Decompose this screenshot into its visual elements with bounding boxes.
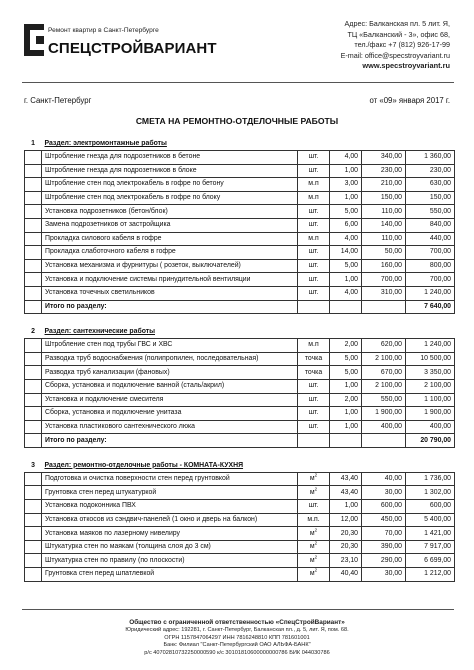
document-date: от «09» января 2017 г.	[369, 96, 450, 105]
row-blank-cell	[362, 300, 406, 314]
sum-cell: 400,00	[406, 420, 455, 434]
section-total-value: 7 640,00	[406, 300, 455, 314]
price-cell: 550,00	[362, 393, 406, 407]
price-cell: 400,00	[362, 420, 406, 434]
unit-cell: $м^2$	[298, 540, 330, 554]
quantity-cell: 6,00	[330, 218, 362, 232]
estimate-row	[25, 379, 455, 393]
row-blank-cell	[330, 300, 362, 314]
estimate-row	[25, 352, 455, 366]
footer-bank: Банк: Филиал "Санкт-Петербургский ОАО АЛЬФА-БАНК"	[163, 642, 311, 649]
quantity-cell: 1,00	[330, 407, 362, 421]
price-cell: 1 900,00	[362, 407, 406, 421]
work-name-cell: Штукатурка стен по правилу (по плоскости)	[42, 554, 298, 568]
estimate-row	[25, 218, 455, 232]
estimate-row	[25, 339, 455, 353]
quantity-cell: 1,00	[330, 164, 362, 178]
unit-cell: шт.	[298, 151, 330, 165]
footer-accounts: р/с 40702810732250000590 к/с 30101810600000000786 БИК 044030786	[144, 650, 330, 657]
section-header	[25, 326, 455, 339]
price-cell: 30,00	[362, 568, 406, 582]
quantity-cell: 1,00	[330, 420, 362, 434]
unit-cell: шт.	[298, 379, 330, 393]
unit-cell: $м^2$	[298, 554, 330, 568]
estimate-row	[25, 205, 455, 219]
sum-cell: 1 421,00	[406, 527, 455, 541]
row-blank-cell	[25, 205, 42, 219]
work-name-cell: Установка откосов из сэндвич-панелей (1 окно и дверь на балкон)	[42, 513, 298, 527]
section-total-label: Итого по разделу:	[42, 300, 298, 314]
section-header	[25, 138, 455, 151]
document-title: СМЕТА НА РЕМОНТНО-ОТДЕЛОЧНЫЕ РАБОТЫ	[135, 116, 339, 126]
contact-phone: тел./факс +7 (812) 926-17-99	[354, 40, 450, 50]
price-cell: 210,00	[362, 178, 406, 192]
work-name-cell: Грунтовка стен перед шпатлевкой	[42, 568, 298, 582]
row-blank-cell	[25, 300, 42, 314]
footer-divider	[22, 609, 454, 610]
estimate-row	[25, 527, 455, 541]
row-blank-cell	[25, 434, 42, 448]
row-blank-cell	[25, 273, 42, 287]
unit-cell: м.п	[298, 339, 330, 353]
sum-cell: 7 917,00	[406, 540, 455, 554]
estimate-row	[25, 393, 455, 407]
sum-cell: 3 350,00	[406, 366, 455, 380]
estimate-row	[25, 191, 455, 205]
price-cell: 700,00	[362, 273, 406, 287]
estimate-row	[25, 540, 455, 554]
quantity-cell: 20,30	[330, 540, 362, 554]
sum-cell: 440,00	[406, 232, 455, 246]
price-cell: 140,00	[362, 218, 406, 232]
sum-cell: 700,00	[406, 273, 455, 287]
estimate-row	[25, 259, 455, 273]
price-cell: 30,00	[362, 486, 406, 500]
sum-cell: 600,00	[406, 500, 455, 514]
work-name-cell: Штробление гнезда для подрозетников в блоке	[42, 164, 298, 178]
estimate-row	[25, 420, 455, 434]
price-cell: 110,00	[362, 205, 406, 219]
sum-cell: 840,00	[406, 218, 455, 232]
sum-cell: 150,00	[406, 191, 455, 205]
price-cell: 70,00	[362, 527, 406, 541]
work-name-cell: Установка маяков по лазерному нивелиру	[42, 527, 298, 541]
work-name-cell: Штробление стен под электрокабель в гофре по блоку	[42, 191, 298, 205]
estimate-row	[25, 286, 455, 300]
quantity-cell: 12,00	[330, 513, 362, 527]
quantity-cell: 4,00	[330, 232, 362, 246]
unit-cell: шт.	[298, 393, 330, 407]
quantity-cell: 1,00	[330, 191, 362, 205]
section-total-row	[25, 434, 455, 448]
work-name-cell: Прокладка силового кабеля в гофре	[42, 232, 298, 246]
price-cell: 150,00	[362, 191, 406, 205]
contact-mall: ТЦ «Балканский - 3», офис 68,	[347, 29, 450, 39]
quantity-cell: 3,00	[330, 178, 362, 192]
website-link[interactable]: www.specstroyvariant.ru	[362, 61, 450, 71]
row-blank-cell	[25, 366, 42, 380]
work-name-cell: Штробление гнезда для подрозетников в бетоне	[42, 151, 298, 165]
unit-cell: шт.	[298, 407, 330, 421]
row-blank-cell	[25, 500, 42, 514]
contact-address: Адрес: Балканская пл. 5 лит. Я,	[344, 19, 450, 28]
estimate-row	[25, 407, 455, 421]
document-city: г. Санкт-Петербург	[24, 96, 92, 105]
work-name-cell: Установка подрозетников (бетон/блок)	[42, 205, 298, 219]
unit-cell: шт.	[298, 246, 330, 260]
work-name-cell: Установка механизма и фурнитуры ( розеток, выключателей)	[42, 259, 298, 273]
unit-cell: шт.	[298, 500, 330, 514]
unit-cell: м.п	[298, 178, 330, 192]
row-blank-cell	[25, 191, 42, 205]
row-blank-cell	[330, 434, 362, 448]
unit-cell: м.п.	[298, 513, 330, 527]
section-gap	[25, 314, 455, 327]
row-blank-cell	[25, 218, 42, 232]
row-blank-cell	[25, 178, 42, 192]
price-cell: 2 100,00	[362, 352, 406, 366]
estimate-row	[25, 273, 455, 287]
footer-legal-address: Юридический адрес: 192281, г. Санкт-Петербург, Балканская пл., д. 5, лит. Я, пом. 68.	[125, 626, 349, 633]
row-blank-cell	[25, 472, 42, 486]
price-cell: 40,00	[362, 472, 406, 486]
sum-cell: 6 699,00	[406, 554, 455, 568]
estimate-row	[25, 486, 455, 500]
work-name-cell: Сборка, установка и подключение унитаза	[42, 407, 298, 421]
sum-cell: 800,00	[406, 259, 455, 273]
quantity-cell: 5,00	[330, 352, 362, 366]
work-name-cell: Установка и подключение смесителя	[42, 393, 298, 407]
quantity-cell: 23,10	[330, 554, 362, 568]
sum-cell: 1 302,00	[406, 486, 455, 500]
unit-cell: $м^2$	[298, 472, 330, 486]
header-divider	[22, 82, 454, 83]
section-gap	[25, 447, 455, 460]
row-blank-cell	[25, 568, 42, 582]
work-name-cell: Сборка, установка и подключение ванной (сталь/акрил)	[42, 379, 298, 393]
unit-cell: м.п	[298, 232, 330, 246]
unit-cell: шт.	[298, 259, 330, 273]
section-title: Раздел: электромонтажные работы	[44, 140, 167, 147]
quantity-cell: 14,00	[330, 246, 362, 260]
quantity-cell: 1,00	[330, 379, 362, 393]
unit-cell: шт.	[298, 164, 330, 178]
quantity-cell: 5,00	[330, 259, 362, 273]
price-cell: 160,00	[362, 259, 406, 273]
work-name-cell: Установка и подключение системы принудительной вентиляции	[42, 273, 298, 287]
row-blank-cell	[25, 554, 42, 568]
section-number: 3	[31, 461, 35, 469]
sum-cell: 10 500,00	[406, 352, 455, 366]
row-blank-cell	[25, 393, 42, 407]
section-total-label: Итого по разделу:	[42, 434, 298, 448]
row-blank-cell	[25, 151, 42, 165]
quantity-cell: 43,40	[330, 486, 362, 500]
unit-cell: точка	[298, 352, 330, 366]
unit-cell: шт.	[298, 205, 330, 219]
sum-cell: 5 400,00	[406, 513, 455, 527]
sum-cell: 1 736,00	[406, 472, 455, 486]
unit-cell: шт.	[298, 218, 330, 232]
row-blank-cell	[25, 164, 42, 178]
section-number: 1	[31, 140, 35, 147]
row-blank-cell	[25, 420, 42, 434]
section-title: Раздел: ремонтно-отделочные работы - КОМНАТА-КУХНЯ	[44, 461, 244, 469]
row-blank-cell	[25, 339, 42, 353]
unit-cell: шт.	[298, 286, 330, 300]
estimate-row	[25, 232, 455, 246]
row-blank-cell	[25, 246, 42, 260]
quantity-cell: 1,00	[330, 500, 362, 514]
quantity-cell: 20,30	[330, 527, 362, 541]
unit-cell: $м^2$	[298, 568, 330, 582]
section-title: Раздел: сантехнические работы	[44, 328, 155, 336]
price-cell: 2 100,00	[362, 379, 406, 393]
row-blank-cell	[298, 300, 330, 314]
unit-cell: шт.	[298, 420, 330, 434]
section-number: 2	[31, 328, 35, 336]
estimate-row	[25, 472, 455, 486]
price-cell: 620,00	[362, 339, 406, 353]
quantity-cell: 40,40	[330, 568, 362, 582]
work-name-cell: Подготовка и очистка поверхности стен перед грунтовкой	[42, 472, 298, 486]
contacts-block	[341, 19, 450, 72]
footer-requisites	[0, 619, 474, 658]
section-total-value: 20 790,00	[406, 434, 455, 448]
quantity-cell: 4,00	[330, 151, 362, 165]
price-cell: 50,00	[362, 246, 406, 260]
row-blank-cell	[25, 513, 42, 527]
section-total-row	[25, 300, 455, 314]
work-name-cell: Разводка труб водоснабжения (полипропилен, последовательная)	[42, 352, 298, 366]
price-cell: 600,00	[362, 500, 406, 514]
logo-name: СПЕЦСТРОЙВАРИАНТ	[48, 40, 217, 57]
work-name-cell: Установка точечных светильников	[42, 286, 298, 300]
footer-firm: Общество с ограниченной ответственностью «СпецСтройВариант»	[129, 619, 345, 626]
sum-cell: 230,00	[406, 164, 455, 178]
work-name-cell: Штукатурка стен по маякам (толщина слоя до 3 см)	[42, 540, 298, 554]
quantity-cell: 2,00	[330, 339, 362, 353]
work-name-cell: Штробление стен под электрокабель в гофре по бетону	[42, 178, 298, 192]
estimate-row	[25, 178, 455, 192]
sum-cell: 700,00	[406, 246, 455, 260]
price-cell: 110,00	[362, 232, 406, 246]
sum-cell: 2 100,00	[406, 379, 455, 393]
estimate-table-wrapper	[24, 138, 455, 582]
sum-cell: 1 212,00	[406, 568, 455, 582]
sum-cell: 1 100,00	[406, 393, 455, 407]
price-cell: 670,00	[362, 366, 406, 380]
unit-cell: $м^2$	[298, 486, 330, 500]
quantity-cell: 2,00	[330, 393, 362, 407]
row-blank-cell	[25, 379, 42, 393]
sum-cell: 550,00	[406, 205, 455, 219]
row-blank-cell	[25, 259, 42, 273]
contact-email[interactable]: E-mail: office@specstroyvariant.ru	[340, 50, 450, 60]
price-cell: 230,00	[362, 164, 406, 178]
sum-cell: 1 360,00	[406, 151, 455, 165]
work-name-cell: Грунтовка стен перед штукатуркой	[42, 486, 298, 500]
estimate-table	[24, 138, 455, 582]
sum-cell: 1 240,00	[406, 286, 455, 300]
price-cell: 310,00	[362, 286, 406, 300]
estimate-row	[25, 500, 455, 514]
row-blank-cell	[25, 286, 42, 300]
unit-cell: шт.	[298, 273, 330, 287]
work-name-cell: Прокладка слаботочного кабеля в гофре	[42, 246, 298, 260]
quantity-cell: 5,00	[330, 366, 362, 380]
row-blank-cell	[298, 434, 330, 448]
sum-cell: 1 900,00	[406, 407, 455, 421]
estimate-row	[25, 246, 455, 260]
price-cell: 290,00	[362, 554, 406, 568]
row-blank-cell	[25, 527, 42, 541]
sum-cell: 1 240,00	[406, 339, 455, 353]
row-blank-cell	[25, 352, 42, 366]
quantity-cell: 4,00	[330, 286, 362, 300]
unit-cell: м.п	[298, 191, 330, 205]
estimate-row	[25, 164, 455, 178]
footer-registration: ОГРН 1157847064297 ИНН 7816248810 КПП 781601001	[164, 634, 310, 641]
estimate-row	[25, 554, 455, 568]
row-blank-cell	[25, 232, 42, 246]
price-cell: 340,00	[362, 151, 406, 165]
price-cell: 450,00	[362, 513, 406, 527]
estimate-row	[25, 366, 455, 380]
row-blank-cell	[25, 540, 42, 554]
row-blank-cell	[25, 407, 42, 421]
sum-cell: 630,00	[406, 178, 455, 192]
work-name-cell: Замена подрозетников от застройщика	[42, 218, 298, 232]
company-logo-mark	[24, 24, 44, 56]
price-cell: 390,00	[362, 540, 406, 554]
unit-cell: точка	[298, 366, 330, 380]
estimate-row	[25, 513, 455, 527]
quantity-cell: 1,00	[330, 273, 362, 287]
work-name-cell: Разводка труб канализации (фановых)	[42, 366, 298, 380]
row-blank-cell	[25, 486, 42, 500]
unit-cell: $м^2$	[298, 527, 330, 541]
work-name-cell: Установка подоконника ПВХ	[42, 500, 298, 514]
logo-tagline: Ремонт квартир в Санкт-Петербурге	[48, 27, 159, 34]
work-name-cell: Установка пластикового сантехнического люка	[42, 420, 298, 434]
quantity-cell: 43,40	[330, 472, 362, 486]
row-blank-cell	[362, 434, 406, 448]
estimate-row	[25, 568, 455, 582]
quantity-cell: 5,00	[330, 205, 362, 219]
estimate-row	[25, 151, 455, 165]
work-name-cell: Штробление стен под трубы ГВС и ХВС	[42, 339, 298, 353]
section-header	[25, 460, 455, 473]
